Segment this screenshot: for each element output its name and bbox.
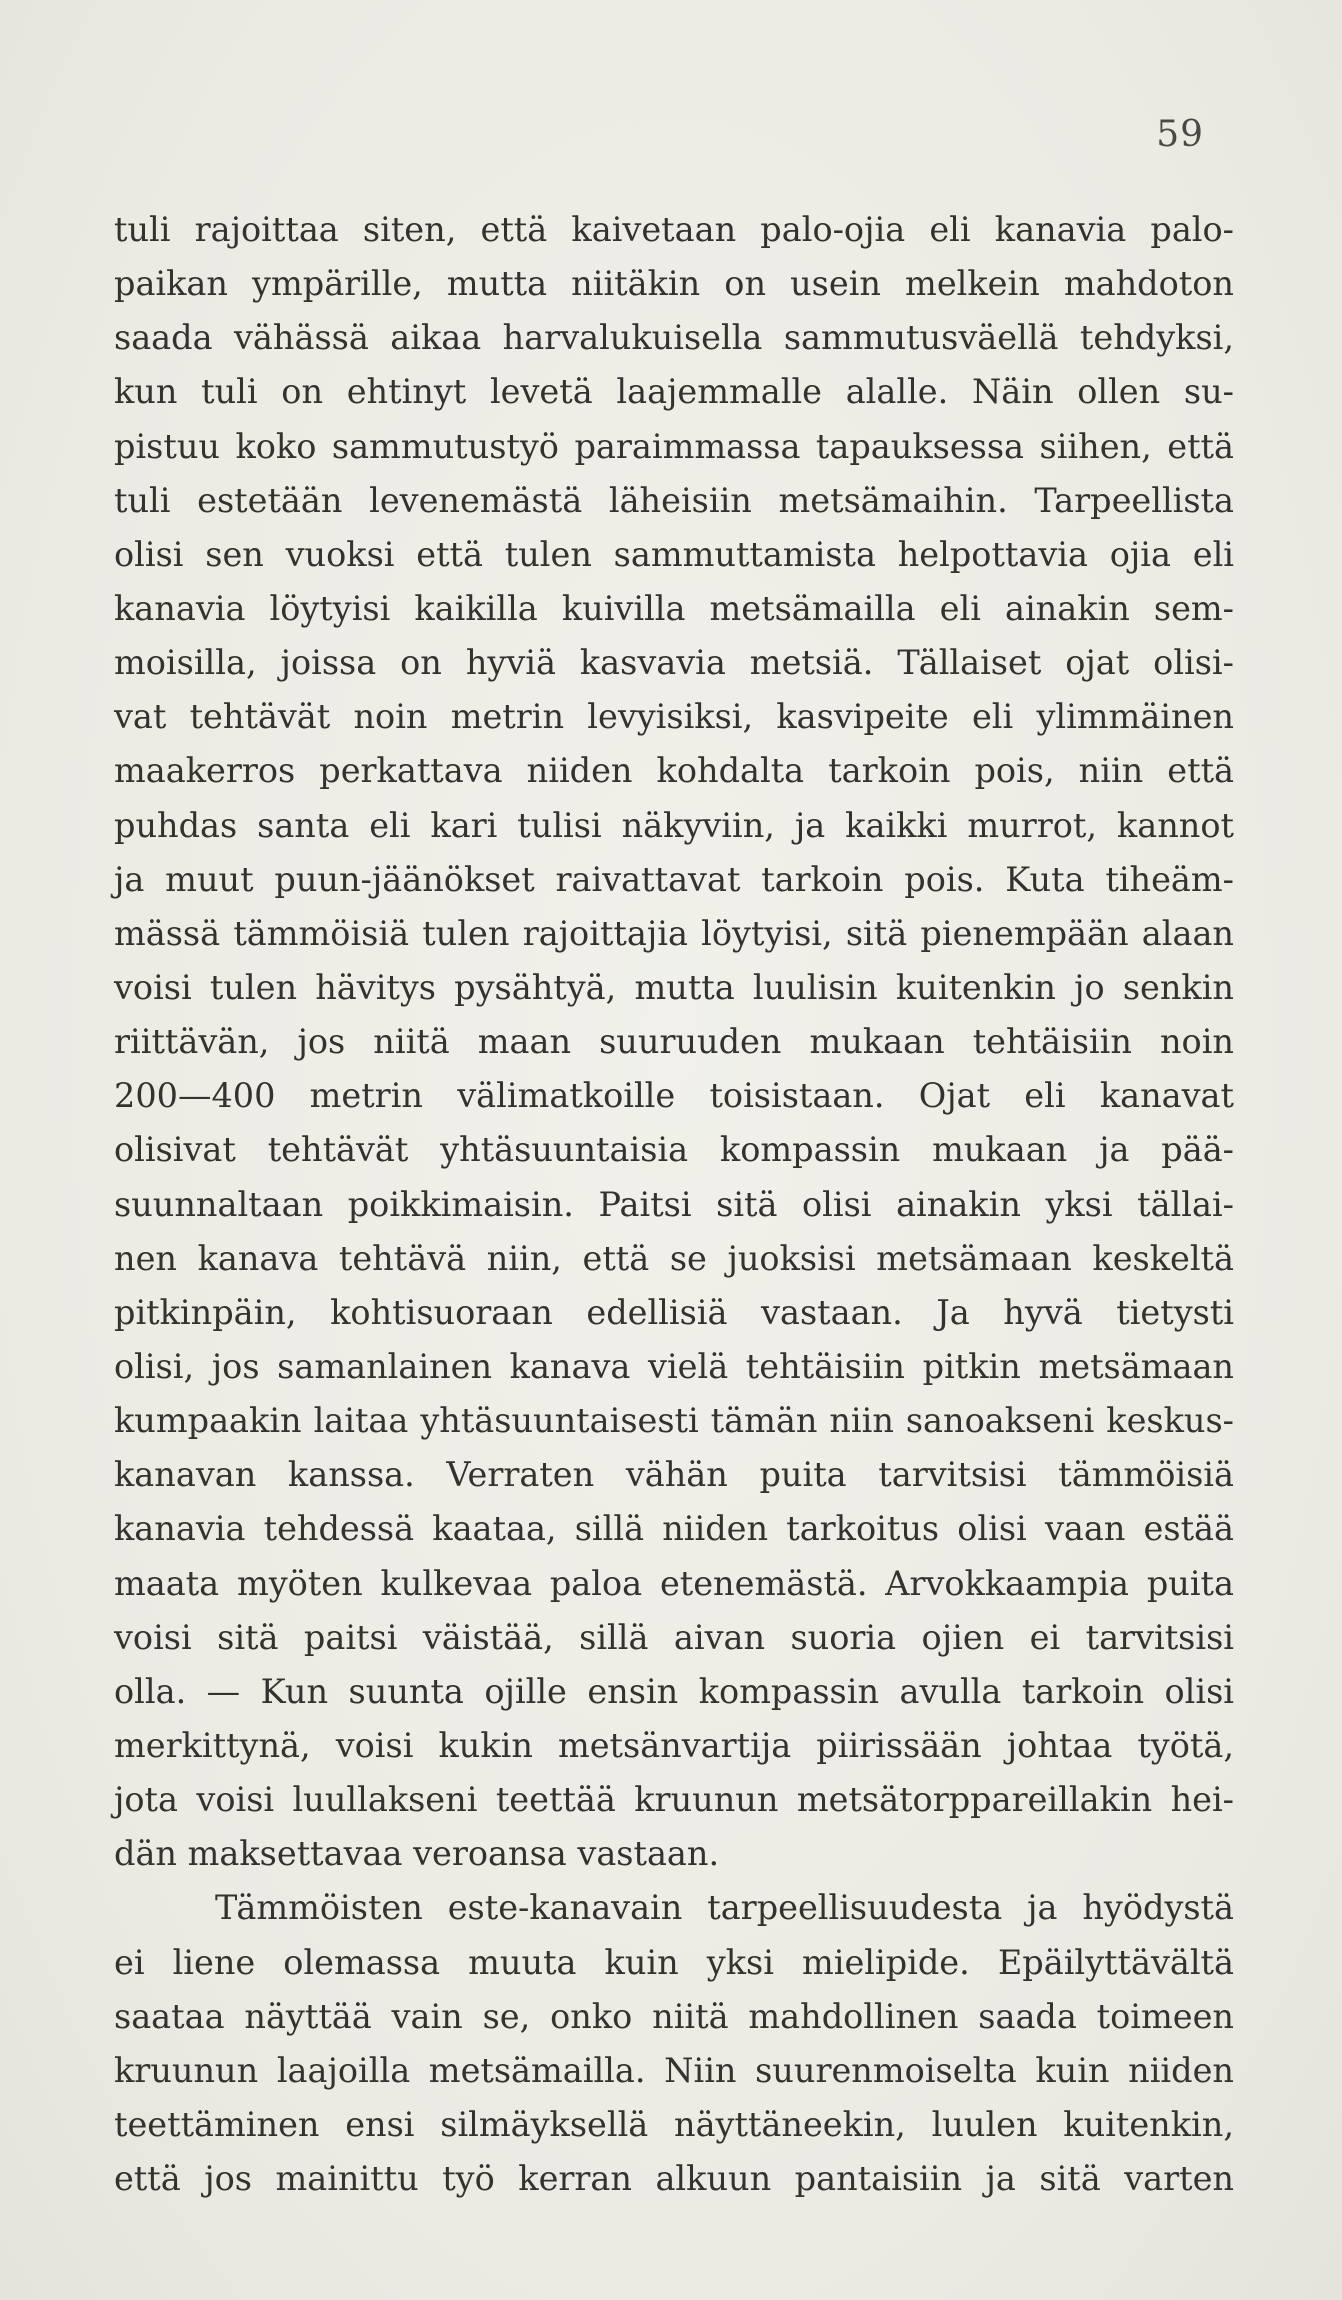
- text-line: olisi sen vuoksi että tulen sammuttamista helpottavia ojia eli: [114, 534, 1234, 574]
- text-line: olisivat tehtävät yhtäsuuntaisia kompassin mukaan ja pää-: [114, 1130, 1234, 1170]
- text-line: saataa näyttää vain se, onko niitä mahdollinen saada toimeen: [114, 1996, 1234, 2036]
- text-line: maakerros perkattava niiden kohdalta tarkoin pois, niin että: [114, 751, 1234, 791]
- text-line: teettäminen ensi silmäyksellä näyttäneekin, luulen kuitenkin,: [114, 2104, 1234, 2144]
- paragraph: [114, 203, 1234, 1881]
- text-line: mässä tämmöisiä tulen rajoittajia löytyisi, sitä pienempään alaan: [114, 913, 1234, 953]
- body-text: [114, 203, 1234, 2206]
- text-line: olla. — Kun suunta ojille ensin kompassin avulla tarkoin olisi: [114, 1671, 1234, 1711]
- paragraph: [114, 1881, 1234, 2206]
- text-line: paikan ympärille, mutta niitäkin on usein melkein mahdoton: [114, 264, 1234, 304]
- text-line: kumpaakin laitaa yhtäsuuntaisesti tämän niin sanoakseni keskus-: [114, 1401, 1234, 1441]
- text-line: Tämmöisten este-kanavain tarpeellisuudesta ja hyödystä: [215, 1888, 1234, 1928]
- text-line: riittävän, jos niitä maan suuruuden mukaan tehtäisiin noin: [114, 1022, 1234, 1062]
- text-line: merkittynä, voisi kukin metsänvartija piirissään johtaa työtä,: [114, 1725, 1234, 1765]
- text-line: moisilla, joissa on hyviä kasvavia metsiä. Tällaiset ojat olisi-: [114, 643, 1234, 683]
- text-line: vat tehtävät noin metrin levyisiksi, kasvipeite eli ylimmäinen: [114, 697, 1234, 737]
- text-line: jota voisi luullakseni teettää kruunun metsätorppareillakin hei-: [114, 1780, 1234, 1820]
- text-line: dän maksettavaa veroansa vastaan.: [114, 1834, 720, 1874]
- text-line: puhdas santa eli kari tulisi näkyviin, ja kaikki murrot, kannot: [114, 805, 1234, 845]
- text-line: ei liene olemassa muuta kuin yksi mielipide. Epäilyttävältä: [114, 1942, 1234, 1982]
- text-line: nen kanava tehtävä niin, että se juoksisi metsämaan keskeltä: [114, 1238, 1234, 1278]
- text-line: saada vähässä aikaa harvalukuisella sammutusväellä tehdyksi,: [114, 318, 1234, 358]
- text-line: ja muut puun-jäänökset raivattavat tarkoin pois. Kuta tiheäm-: [114, 859, 1234, 899]
- text-line: kun tuli on ehtinyt levetä laajemmalle alalle. Näin ollen su-: [114, 372, 1234, 412]
- text-line: että jos mainittu työ kerran alkuun pantaisiin ja sitä varten: [114, 2159, 1234, 2199]
- text-line: kanavan kanssa. Verraten vähän puita tarvitsisi tämmöisiä: [114, 1455, 1234, 1495]
- text-line: pitkinpäin, kohtisuoraan edellisiä vastaan. Ja hyvä tietysti: [114, 1292, 1234, 1332]
- text-line: kanavia löytyisi kaikilla kuivilla metsämailla eli ainakin sem-: [114, 588, 1234, 628]
- text-line: tuli estetään levenemästä läheisiin metsämaihin. Tarpeellista: [114, 480, 1234, 520]
- text-line: pistuu koko sammutustyö paraimmassa tapauksessa siihen, että: [114, 426, 1234, 466]
- text-line: olisi, jos samanlainen kanava vielä tehtäisiin pitkin metsämaan: [114, 1346, 1234, 1386]
- text-line: suunnaltaan poikkimaisin. Paitsi sitä olisi ainakin yksi tällai-: [114, 1184, 1234, 1224]
- text-line: tuli rajoittaa siten, että kaivetaan palo-ojia eli kanavia palo-: [114, 210, 1234, 249]
- text-line: 200—400 metrin välimatkoille toisistaan. Ojat eli kanavat: [114, 1076, 1234, 1116]
- text-line: kanavia tehdessä kaataa, sillä niiden tarkoitus olisi vaan estää: [114, 1509, 1234, 1549]
- text-line: voisi tulen hävitys pysähtyä, mutta luulisin kuitenkin jo senkin: [114, 967, 1234, 1007]
- text-line: kruunun laajoilla metsämailla. Niin suurenmoiselta kuin niiden: [114, 2050, 1234, 2090]
- text-line: voisi sitä paitsi väistää, sillä aivan suoria ojien ei tarvitsisi: [114, 1617, 1234, 1657]
- page-number: 59: [1156, 114, 1204, 155]
- text-line: maata myöten kulkevaa paloa etenemästä. Arvokkaampia puita: [114, 1563, 1234, 1603]
